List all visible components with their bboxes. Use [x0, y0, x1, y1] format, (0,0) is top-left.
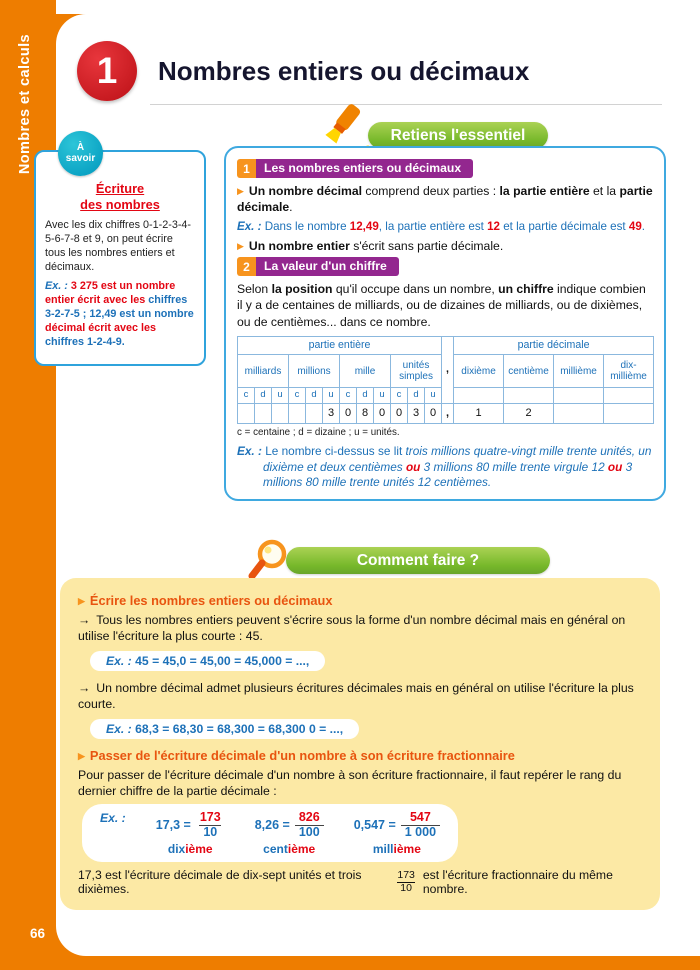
fractions-pill	[82, 804, 458, 863]
a-savoir-badge	[58, 131, 103, 176]
decimal-header: dix-millième	[604, 355, 654, 388]
bullet-icon: ▶	[237, 240, 244, 251]
text-segment: 12,49	[349, 219, 379, 233]
banner-retiens-essentiel: Retiens l'essentiel	[368, 122, 548, 149]
table-cell: 2	[504, 404, 554, 424]
text-segment: .	[289, 200, 293, 215]
lesson-paragraph	[237, 238, 653, 254]
text-segment: décimal écrit avec les	[45, 322, 157, 335]
decimal-value: 17,3 =	[155, 818, 191, 833]
text-segment: Dans le nombre	[264, 219, 350, 233]
table-cell: d	[408, 388, 425, 404]
fraction: $\frac{547}{1 000}$	[401, 811, 440, 840]
bottom-orange-strip	[0, 956, 700, 970]
section-number: 2	[237, 257, 256, 276]
table-cell: 3	[408, 404, 425, 424]
lesson-example	[237, 219, 653, 234]
text-segment: 3 millions 80 mille trente unités 12 centièmes.	[263, 459, 633, 490]
table-cell: 0	[374, 404, 391, 424]
text-segment: Un nombre décimal	[248, 184, 366, 198]
table-cell: u	[323, 388, 340, 404]
arrow-icon: →	[78, 680, 91, 695]
section-1-header	[237, 159, 473, 178]
group-header: mille	[340, 355, 391, 388]
bullet-icon: ▶	[237, 186, 244, 196]
fraction-example	[354, 811, 440, 857]
table-cell	[554, 404, 604, 424]
text-segment: 45 = 45,0 = 45,00 = 45,000 = ...,	[135, 653, 310, 668]
table-cell: c	[340, 388, 357, 404]
aside-intro: Avec les dix chiffres 0-1-2-3-4-5-6-7-8 et 9, on peut écrire tous les nombres entiers et décimaux.	[45, 219, 192, 274]
table-cell: 1	[454, 404, 504, 424]
howto-paragraph: → Un nombre décimal admet plusieurs écritures décimales mais en général on utilise l'écriture la plus courte.	[78, 680, 634, 712]
text-segment: Le nombre ci-dessus se lit	[265, 444, 406, 459]
table-cell: 8	[357, 404, 374, 424]
decimal-value: 8,26 =	[254, 818, 290, 833]
table-cell: c	[238, 388, 255, 404]
header-partie-decimale: partie décimale	[454, 337, 654, 355]
text-segment: ou	[405, 459, 424, 474]
table-cell: 0	[425, 404, 442, 424]
inline-fraction: $\frac{173}{10}$	[397, 869, 415, 894]
table-cell	[289, 404, 306, 424]
text-segment: Ex. :	[106, 721, 136, 736]
table-note: c = centaine ; d = dizaine ; u = unités.	[237, 427, 400, 439]
text-segment: la partie entière	[499, 184, 594, 198]
howto-paragraph: Pour passer de l'écriture décimale d'un nombre à son écriture fractionnaire, il faut repérer le rang du dernier chiffre de la partie décimale :	[78, 767, 622, 799]
fraction: $\frac{173}{10}$	[199, 809, 221, 839]
chapter-number-badge	[77, 41, 137, 101]
text-segment: partie décimale	[237, 184, 653, 215]
table-cell: c	[391, 388, 408, 404]
rank-label: dixième	[167, 842, 213, 857]
a-savoir-box	[34, 142, 206, 366]
table-cell	[238, 404, 255, 424]
place-value-table	[237, 336, 654, 424]
decimal-header: dixième	[454, 355, 504, 388]
group-header: unités simples	[391, 355, 442, 388]
badge-text: savoir	[65, 152, 96, 164]
decimal-header: centième	[504, 355, 554, 388]
fraction-example	[156, 811, 225, 857]
lesson-paragraph	[237, 183, 653, 216]
text-segment: , la partie entière est	[378, 219, 488, 233]
rank-label: centième	[263, 842, 316, 857]
table-cell	[255, 404, 272, 424]
table-cell	[504, 388, 554, 404]
howto-heading: ▶ Passer de l'écriture décimale d'un nombre à son écriture fractionnaire	[78, 747, 515, 763]
text-segment: qu'il occupe dans un nombre,	[335, 282, 499, 297]
table-cell: u	[374, 388, 391, 404]
table-cell	[454, 388, 504, 404]
table-cell: 0	[340, 404, 357, 424]
text-segment: trois millions quatre-vingt mille trente unités, un dixième et deux centièmes	[263, 444, 652, 474]
table-cell: d	[255, 388, 272, 404]
table-cell: u	[272, 388, 289, 404]
table-cell: ,	[442, 404, 454, 424]
aside-title: Écriture des nombres	[80, 181, 160, 212]
text-segment: indique combien il y a de centaines de milliards, ou de dizaines de milliards, ou de dixièmes, ou de centièmes... dans ce nombre.	[237, 282, 646, 329]
table-cell: 0	[391, 404, 408, 424]
text-segment: Ex. :	[106, 653, 136, 668]
howto-heading: ▶ Écrire les nombres entiers ou décimaux	[78, 593, 333, 608]
page-number: 66	[30, 926, 46, 941]
fraction-example	[255, 811, 324, 857]
table-row-values	[238, 404, 654, 424]
table-row	[238, 337, 654, 355]
howto-panel	[60, 578, 660, 910]
page-title: Nombres entiers ou décimaux	[158, 56, 530, 86]
text-segment: Ex. :	[237, 444, 266, 459]
table-cell: d	[357, 388, 374, 404]
text-segment: Selon	[237, 282, 272, 297]
table-cell	[604, 404, 654, 424]
bullet-icon: ▶	[78, 750, 85, 761]
table-cell	[272, 404, 289, 424]
text-segment: comprend deux parties :	[365, 184, 500, 198]
title-divider	[150, 104, 662, 105]
rank-label: millième	[372, 842, 421, 857]
text-segment: s'écrit sans partie décimale.	[353, 238, 504, 253]
table-cell: 3	[323, 404, 340, 424]
text-segment: et la	[593, 184, 620, 198]
table-cell	[306, 404, 323, 424]
comma-cell: ,	[442, 337, 454, 404]
section-title: La valeur d'un chiffre	[256, 257, 399, 276]
text-segment: et la partie décimale est	[499, 219, 629, 233]
lesson-box	[224, 146, 666, 501]
table-cell: c	[289, 388, 306, 404]
group-header: milliards	[238, 355, 289, 388]
text-segment: 3 millions 80 mille trente virgule 12	[423, 459, 608, 474]
text-segment: un chiffre	[498, 282, 558, 297]
group-header: millions	[289, 355, 340, 388]
badge-text: À	[76, 142, 85, 153]
text-segment: 3 275 est un nombre entier écrit avec les	[45, 280, 176, 307]
example-pill	[90, 719, 359, 739]
howto-conclusion: 17,3 est l'écriture décimale de dix-sept unités et trois dixièmes. $\frac{173}{10}$ est l'écriture fractionnaire du même nombre.	[78, 868, 613, 897]
text-segment: Ex. :	[237, 219, 265, 233]
ex-label: Ex. :	[100, 810, 126, 825]
text-segment: ou	[607, 459, 626, 474]
howto-paragraph: → Tous les nombres entiers peuvent s'écrire sous la forme d'un nombre décimal mais en général on utilise l'écriture la plus courte : 45.	[78, 613, 626, 644]
section-number: 1	[237, 159, 256, 178]
text-segment: 68,3 = 68,30 = 68,300 = 68,300 0 = ...,	[135, 721, 344, 736]
section-2-header	[237, 257, 399, 276]
arrow-icon: →	[78, 613, 91, 627]
table-cell: u	[425, 388, 442, 404]
text-segment: 49	[628, 219, 642, 233]
banner-comment-faire: Comment faire ?	[286, 547, 550, 574]
text-segment: .	[641, 219, 646, 233]
section-title: Les nombres entiers ou décimaux	[256, 159, 473, 178]
bullet-icon: ▶	[78, 596, 85, 606]
aside-example	[45, 279, 195, 349]
decimal-header: millième	[554, 355, 604, 388]
text-segment: chiffres 3-2-7-5 ; 12,49 est un nombre	[45, 294, 194, 321]
text-segment: 12	[487, 219, 500, 233]
table-cell	[554, 388, 604, 404]
text-segment: la position	[271, 282, 336, 297]
table-cell: d	[306, 388, 323, 404]
table-cell	[604, 388, 654, 404]
example-pill	[90, 651, 325, 671]
text-segment: Ex. :	[45, 280, 71, 293]
decimal-value: 0,547 =	[353, 818, 396, 833]
text-segment: Un nombre entier	[248, 238, 354, 253]
header-partie-entiere: partie entière	[238, 337, 442, 355]
chapter-number: 1	[96, 50, 118, 91]
text-segment: chiffres 1-2-4-9.	[45, 336, 125, 349]
sidebar-category-label: Nombres et calculs	[17, 34, 33, 175]
lesson-paragraph	[237, 281, 653, 330]
fraction: $\frac{826}{100}$	[295, 811, 324, 840]
lesson-example	[237, 444, 653, 491]
